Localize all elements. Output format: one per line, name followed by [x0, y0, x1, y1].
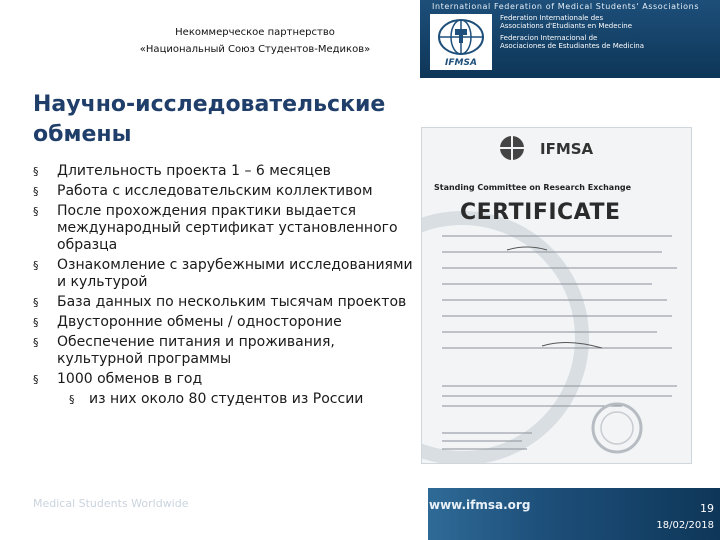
bullet-marker: §	[33, 336, 39, 349]
bullet-item	[33, 371, 413, 388]
sub-bullet-item	[33, 391, 413, 408]
footer-url: www.ifmsa.org	[429, 498, 531, 512]
certificate-image	[421, 127, 692, 464]
ifmsa-logo	[430, 14, 492, 70]
bullet-text: После прохождения практики выдается международный сертификат установленного образца	[57, 203, 398, 253]
bullet-marker: §	[33, 373, 39, 386]
bullet-marker: §	[33, 205, 39, 218]
bullet-item	[33, 257, 413, 291]
bullet-item	[33, 183, 413, 200]
certificate-committee: Standing Committee on Research Exchange	[434, 183, 632, 192]
bullet-text: Длительность проекта 1 – 6 месяцев	[57, 163, 331, 179]
certificate-org: IFMSA	[540, 140, 594, 158]
footer-band	[428, 488, 720, 540]
page-number: 19	[700, 502, 714, 515]
globe-icon	[436, 17, 486, 57]
bullet-text: Ознакомление с зарубежными исследованиями и культурой	[57, 257, 413, 290]
bullet-item	[33, 163, 413, 180]
bullet-item	[33, 294, 413, 311]
bullet-text: Двусторонние обмены / одностороние	[57, 314, 342, 330]
bullet-text: из них около 80 студентов из России	[89, 391, 364, 407]
logo-text: IFMSA	[445, 58, 477, 68]
slide-date: 18/02/2018	[656, 520, 714, 531]
bullet-text: База данных по нескольким тысячам проектов	[57, 294, 407, 310]
federation-names	[500, 14, 715, 54]
bullet-marker: §	[33, 259, 39, 272]
federation-name-es: Federacion Internacional de Asociaciones de Estudiantes de Medicina	[500, 34, 644, 50]
bullet-marker: §	[33, 185, 39, 198]
banner-title: International Federation of Medical Students' Associations	[432, 2, 700, 11]
footer-tagline: Medical Students Worldwide	[33, 497, 189, 510]
organization-line-2: «Национальный Союз Студентов-Медиков»	[139, 44, 371, 55]
bullet-text: 1000 обменов в год	[57, 371, 203, 387]
bullet-item	[33, 203, 413, 254]
bullet-marker: §	[69, 393, 75, 406]
bullet-marker: §	[33, 316, 39, 329]
bullet-item	[33, 334, 413, 368]
bullet-marker: §	[33, 165, 39, 178]
bullet-text: Обеспечение питания и проживания, культурной программы	[57, 334, 335, 367]
slide-title: Научно-исследовательские обмены	[33, 92, 386, 147]
bullet-text: Работа с исследовательским коллективом	[57, 183, 373, 199]
bullet-list	[33, 163, 413, 411]
certificate-heading: CERTIFICATE	[460, 200, 621, 225]
organization-heading	[95, 24, 415, 58]
bullet-marker: §	[33, 296, 39, 309]
federation-name-fr: Federation Internationale des Associations d'Etudiants en Medecine	[500, 14, 633, 30]
ifmsa-banner	[420, 0, 720, 78]
certificate-graphic	[422, 128, 691, 463]
organization-line-1: Некоммерческое партнерство	[175, 27, 335, 38]
bullet-item	[33, 314, 413, 331]
